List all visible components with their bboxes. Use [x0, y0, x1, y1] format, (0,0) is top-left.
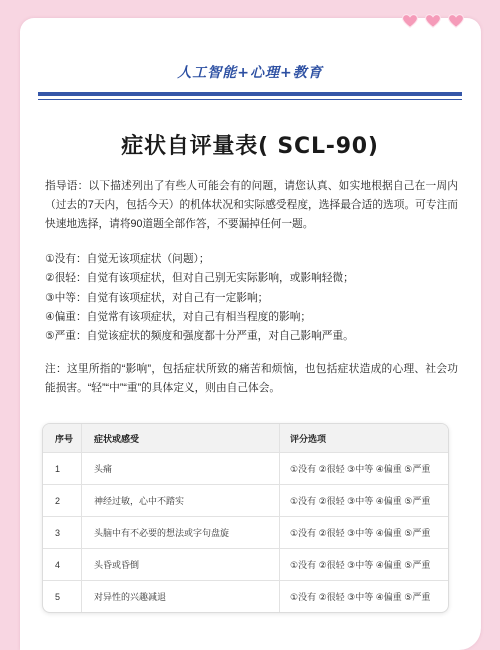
- symptom-text: 头昏或昏倒: [81, 549, 279, 580]
- rating-options: ①没有 ②很轻 ③中等 ④偏重 ⑤严重: [279, 517, 448, 548]
- symptom-table: [42, 423, 449, 613]
- header-rule-thick: [38, 92, 462, 96]
- row-number: 2: [55, 495, 61, 506]
- table-row: [43, 548, 448, 580]
- table-row: [43, 484, 448, 516]
- row-number: 5: [55, 591, 61, 602]
- symptom-text: 头脑中有不必要的想法或字句盘旋: [81, 517, 279, 548]
- rating-options: ①没有 ②很轻 ③中等 ④偏重 ⑤严重: [279, 485, 448, 516]
- page-title: 症状自评量表( SCL-90): [121, 134, 379, 159]
- column-header-options: 评分选项: [279, 424, 448, 452]
- table-row: [43, 452, 448, 484]
- row-number: 1: [55, 463, 61, 474]
- row-number: 3: [55, 527, 61, 538]
- rating-options: ①没有 ②很轻 ③中等 ④偏重 ⑤严重: [279, 549, 448, 580]
- rating-options: ①没有 ②很轻 ③中等 ④偏重 ⑤严重: [279, 453, 448, 484]
- table-row: [43, 516, 448, 548]
- symptom-text: 神经过敏，心中不踏实: [81, 485, 279, 516]
- rating-options: ①没有 ②很轻 ③中等 ④偏重 ⑤严重: [279, 581, 448, 612]
- table-header-row: [43, 424, 448, 452]
- rating-scale-item: ①没有：自觉无该项症状（问题）；: [45, 253, 210, 265]
- row-number: 4: [55, 559, 61, 570]
- column-header-number: 序号: [55, 433, 74, 444]
- heart-decoration: [402, 14, 464, 28]
- rating-scale-list: [45, 250, 458, 346]
- heart-icon: [425, 14, 441, 28]
- heart-icon: [402, 14, 418, 28]
- rating-scale-item: ④偏重：自觉常有该项症状，对自己有相当程度的影响；: [45, 310, 312, 323]
- rating-scale-item: ⑤严重：自觉该症状的频度和强度都十分严重，对自己影响严重。: [45, 330, 354, 343]
- table-row: [43, 580, 448, 612]
- rating-scale-item: ③中等：自觉有该项症状，对自己有一定影响；: [45, 291, 269, 304]
- column-header-symptom: 症状或感受: [81, 424, 279, 452]
- rating-scale-item: ②很轻：自觉有该项症状，但对自己别无实际影响，或影响轻微；: [45, 272, 354, 285]
- note-paragraph: 注：这里所指的“影响”，包括症状所致的痛苦和烦恼，也包括症状造成的心理、社会功能损害。“轻”“中”“重”的具体定义，则由自己体会。: [45, 363, 458, 394]
- instructions-paragraph: 指导语：以下描述列出了有些人可能会有的问题，请您认真、如实地根据自己在一周内（过去的7天内，包括今天）的机体状况和实际感受程度，选择最合适的选项。可专注而快速地选择，请将90道题全部作答，不要漏掉任何一题。: [45, 180, 458, 230]
- heart-icon: [448, 14, 464, 28]
- header-rule-thin: [38, 99, 462, 100]
- brand-tagline: 人工智能+心理+教育: [177, 65, 323, 81]
- symptom-text: 头痛: [81, 453, 279, 484]
- symptom-text: 对异性的兴趣减退: [81, 581, 279, 612]
